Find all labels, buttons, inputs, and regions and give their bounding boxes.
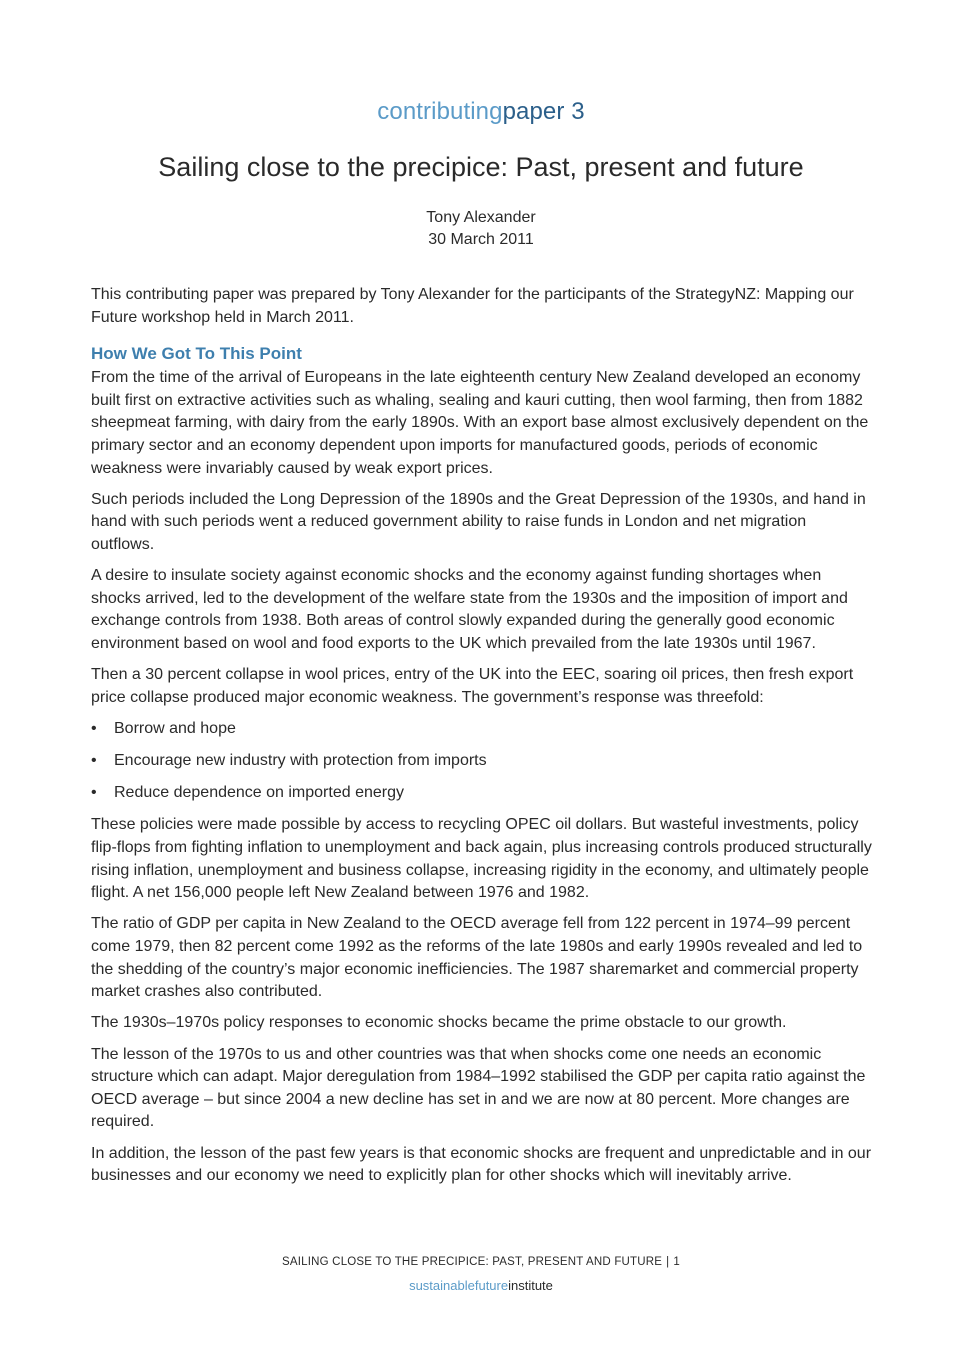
body-paragraph: Such periods included the Long Depression of the 1890s and the Great Depression of the 1930s, and hand in hand with such periods went a reduced government ability to raise funds in London and net migration outflows.	[91, 490, 866, 553]
paper-date: 30 March 2011	[428, 231, 534, 248]
author-name: Tony Alexander	[426, 209, 536, 226]
series-prefix: contributing	[377, 98, 503, 125]
body-paragraph: Then a 30 percent collapse in wool prices, entry of the UK into the EEC, soaring oil prices, then fresh export price collapse produced major economic weakness. The government’s response was threefold:	[91, 666, 854, 706]
body-paragraph: These policies were made possible by access to recycling OPEC oil dollars. But wasteful investments, policy flip-flops from fighting inflation to unemployment and back again, plus increasing controls produced structurally rising inflation, unemployment and business collapse, increasing rigidity in the economy, and ultimately people flight. A net 156,000 people left New Zealand between 1976 and 1982.	[91, 816, 872, 902]
body-paragraph: The lesson of the 1970s to us and other countries was that when shocks come one needs an economic structure which can adapt. Major deregulation from 1984–1992 stabilised the GDP per capita ratio against the OECD average – but since 2004 a new decline has set in and we are now at 80 percent. More changes are required.	[91, 1045, 866, 1131]
list-item: • Encourage new industry with protection from imports	[91, 750, 873, 773]
series-suffix: paper 3	[502, 98, 585, 125]
footer-separator: |	[666, 1256, 670, 1268]
section-heading: How We Got To This Point	[91, 344, 302, 364]
body-paragraph: The ratio of GDP per capita in New Zealand to the OECD average fell from 122 percent in 1974–99 percent come 1979, then 82 percent come 1992 as the reforms of the late 1980s and early 1990s revealed and led to the shedding of the country’s major economic inefficiencies. The 1987 sharemarket and commercial property market crashes also contributed.	[91, 915, 863, 1001]
intro-paragraph: This contributing paper was prepared by Tony Alexander for the participants of the StrategyNZ: Mapping our Future workshop held in March 2011.	[91, 286, 854, 326]
series-label	[0, 98, 962, 126]
byline	[0, 207, 962, 251]
response-list	[91, 718, 873, 805]
paper-title: Sailing close to the precipice: Past, present and future	[158, 152, 804, 182]
body-paragraph: In addition, the lesson of the past few years is that economic shocks are frequent and unpredictable and in our businesses and our economy we need to explicitly plan for other shocks which will inevitably arrive.	[91, 1144, 872, 1185]
institute-logo	[0, 1278, 962, 1293]
brand-prefix: sustainablefuture	[409, 1278, 509, 1293]
list-item: • Reduce dependence on imported energy	[91, 782, 873, 805]
page-number: 1	[673, 1256, 680, 1268]
brand-suffix: institute	[508, 1278, 553, 1293]
body-paragraph: From the time of the arrival of Europeans in the late eighteenth century New Zealand developed an economy built first on extractive activities such as whaling, sealing and kauri cutting, then wool farming, then from 1882 sheepmeat farming, with dairy from the early 1890s. With an export base almost exclusively dependent on the primary sector and an economy dependent upon imports for manufactured goods, periods of economic weakness were invariably caused by weak export prices.	[91, 369, 869, 477]
page-footer	[0, 1256, 962, 1268]
list-item: • Borrow and hope	[91, 718, 873, 741]
body-paragraph: The 1930s–1970s policy responses to economic shocks became the prime obstacle to our growth.	[91, 1014, 787, 1032]
running-title: SAILING CLOSE TO THE PRECIPICE: PAST, PRESENT AND FUTURE	[282, 1256, 663, 1268]
body-content	[91, 284, 873, 1196]
body-paragraph: A desire to insulate society against economic shocks and the economy against funding shortages when shocks arrived, led to the development of the welfare state from the 1930s and the imposition of import and exchange controls from 1938. Both areas of control slowly expanded during the generally good economic environment based on wool and food exports to the UK which prevailed from the late 1930s until 1967.	[91, 567, 848, 652]
